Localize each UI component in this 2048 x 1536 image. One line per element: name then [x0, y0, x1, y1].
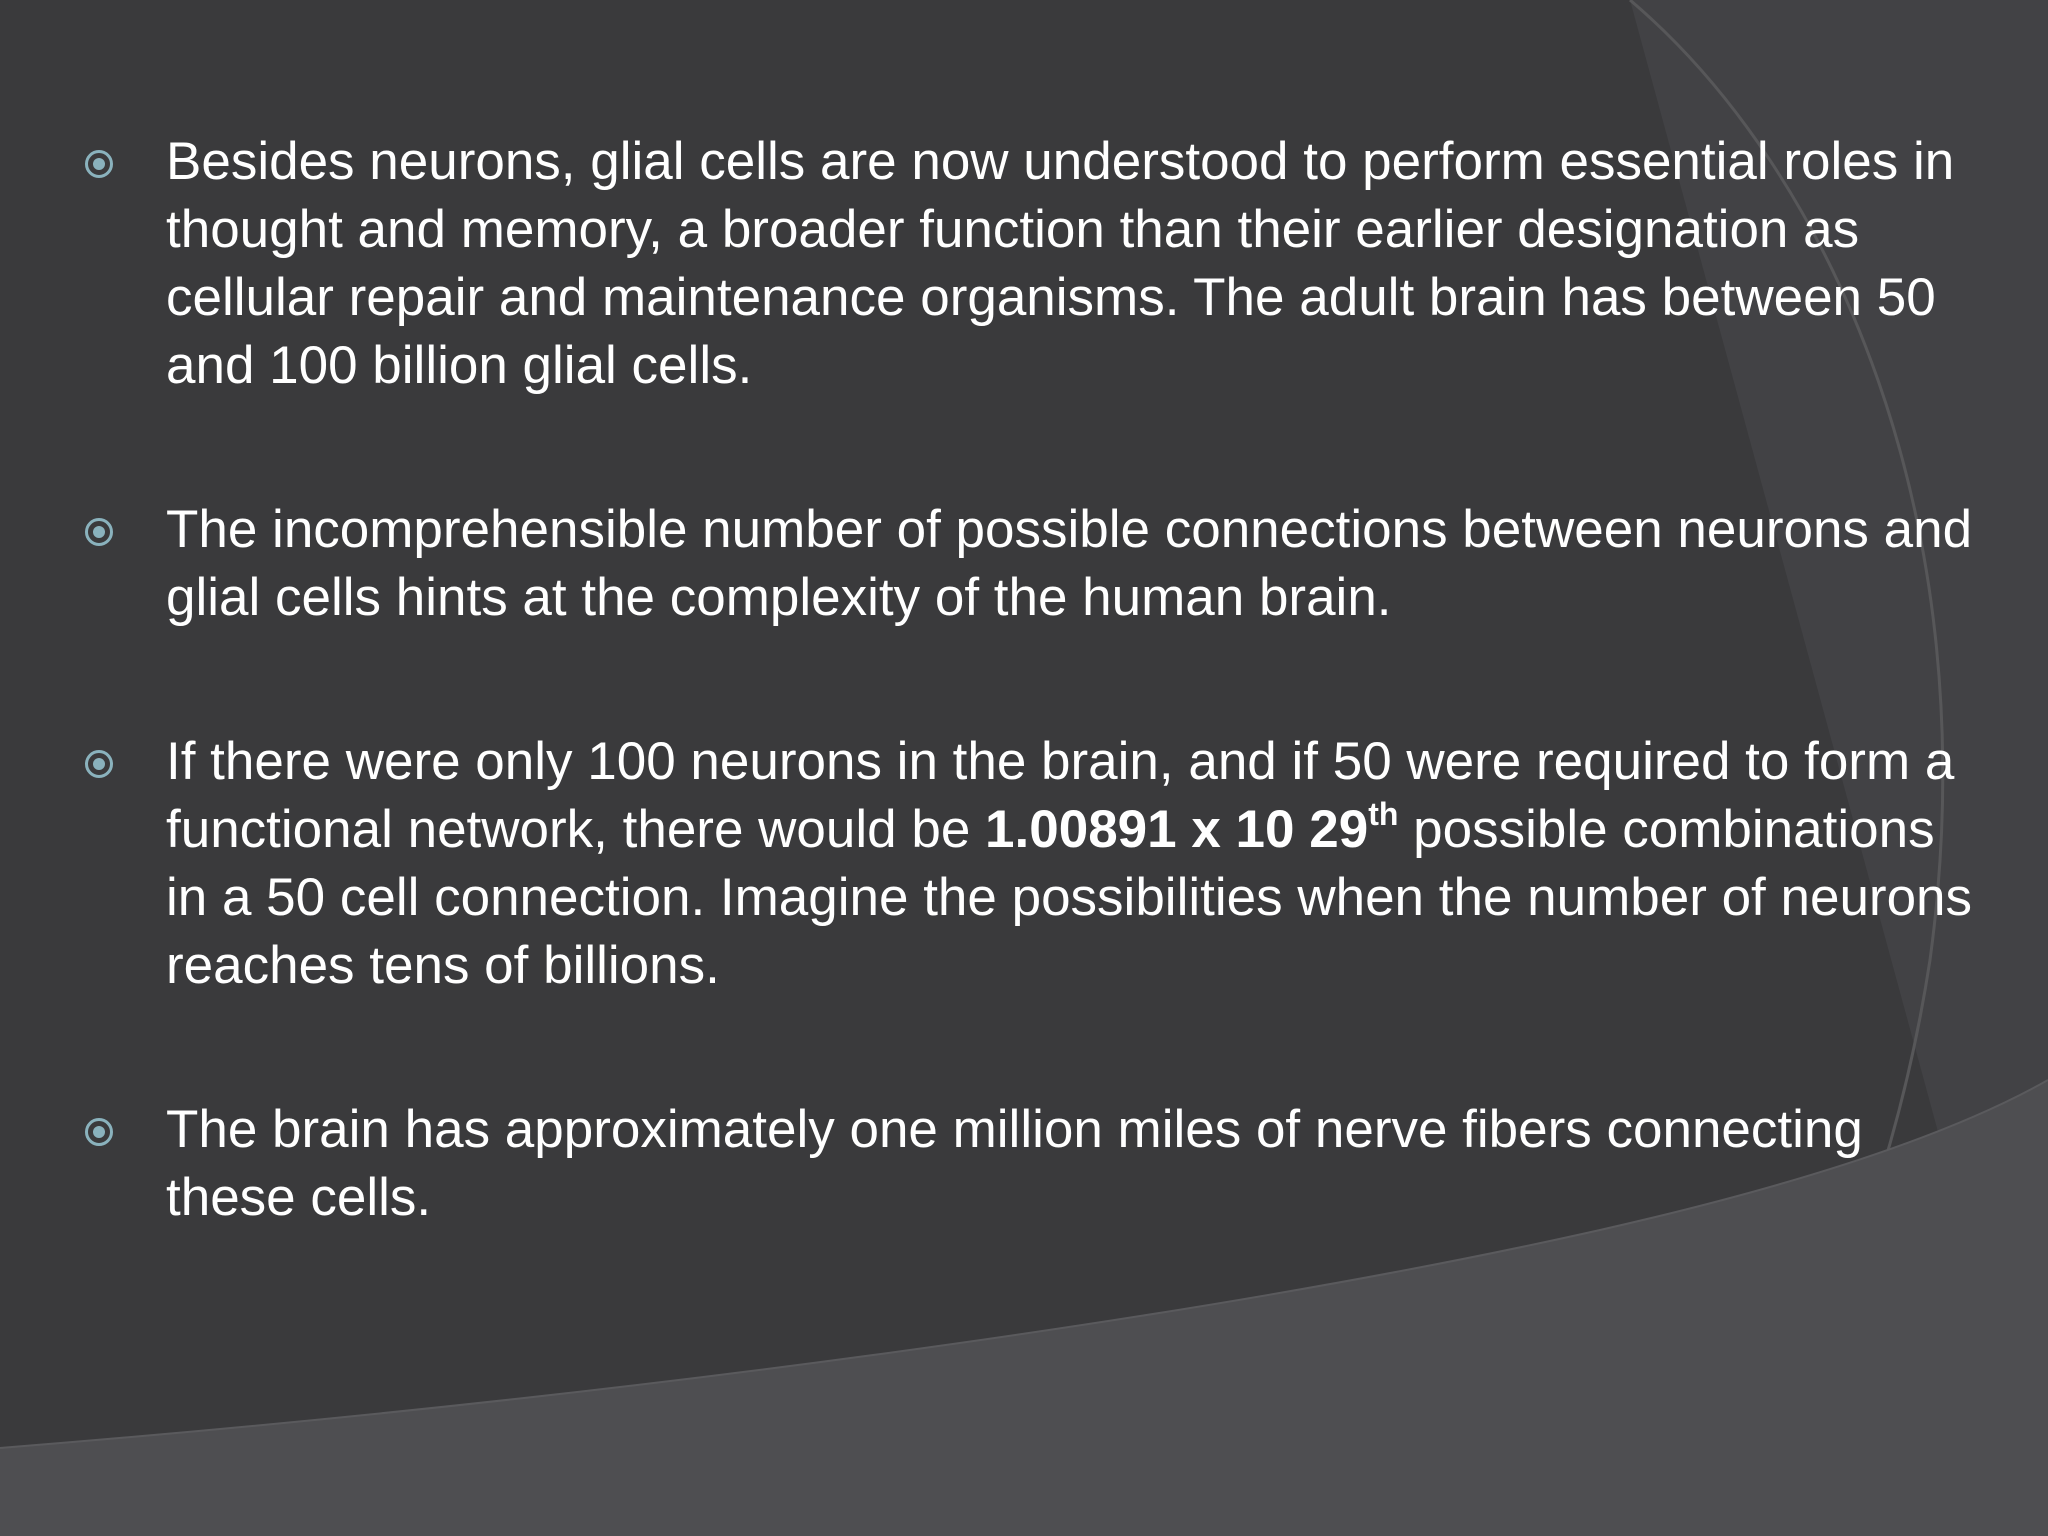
- bullet-item: [80, 496, 1980, 632]
- bullet-text: The incomprehensible number of possible connections between neurons and glial cells hints at the complexity of the human brain.: [166, 500, 1973, 627]
- circled-dot-icon: [84, 517, 114, 547]
- bullet-text: Besides neurons, glial cells are now understood to perform essential roles in thought and memory, a broader function than their earlier designation as cellular repair and maintenance organisms. The adult brain has between 50 and 100 billion glial cells.: [166, 132, 1955, 395]
- superscript-th: th: [1368, 796, 1399, 832]
- bullet-item: [80, 728, 1980, 1000]
- bullet-item: [80, 1096, 1980, 1232]
- bullet-item: [80, 128, 1980, 400]
- bullet-text-before: If there were only 100 neurons in the brain, and if 50 were required to form a functional network, there would be: [166, 732, 1955, 859]
- bullet-text-after: possible combinations in a 50 cell connection. Imagine the possibilities when the number of neurons reaches tens of billions.: [166, 800, 1973, 995]
- circled-dot-icon: [84, 1117, 114, 1147]
- circled-dot-icon: [84, 749, 114, 779]
- bullet-text: The brain has approximately one million miles of nerve fibers connecting these cells.: [166, 1100, 1863, 1227]
- bullet-list: [80, 128, 1980, 1232]
- bold-value: 1.00891 x 10 29: [985, 800, 1369, 859]
- circled-dot-icon: [84, 149, 114, 179]
